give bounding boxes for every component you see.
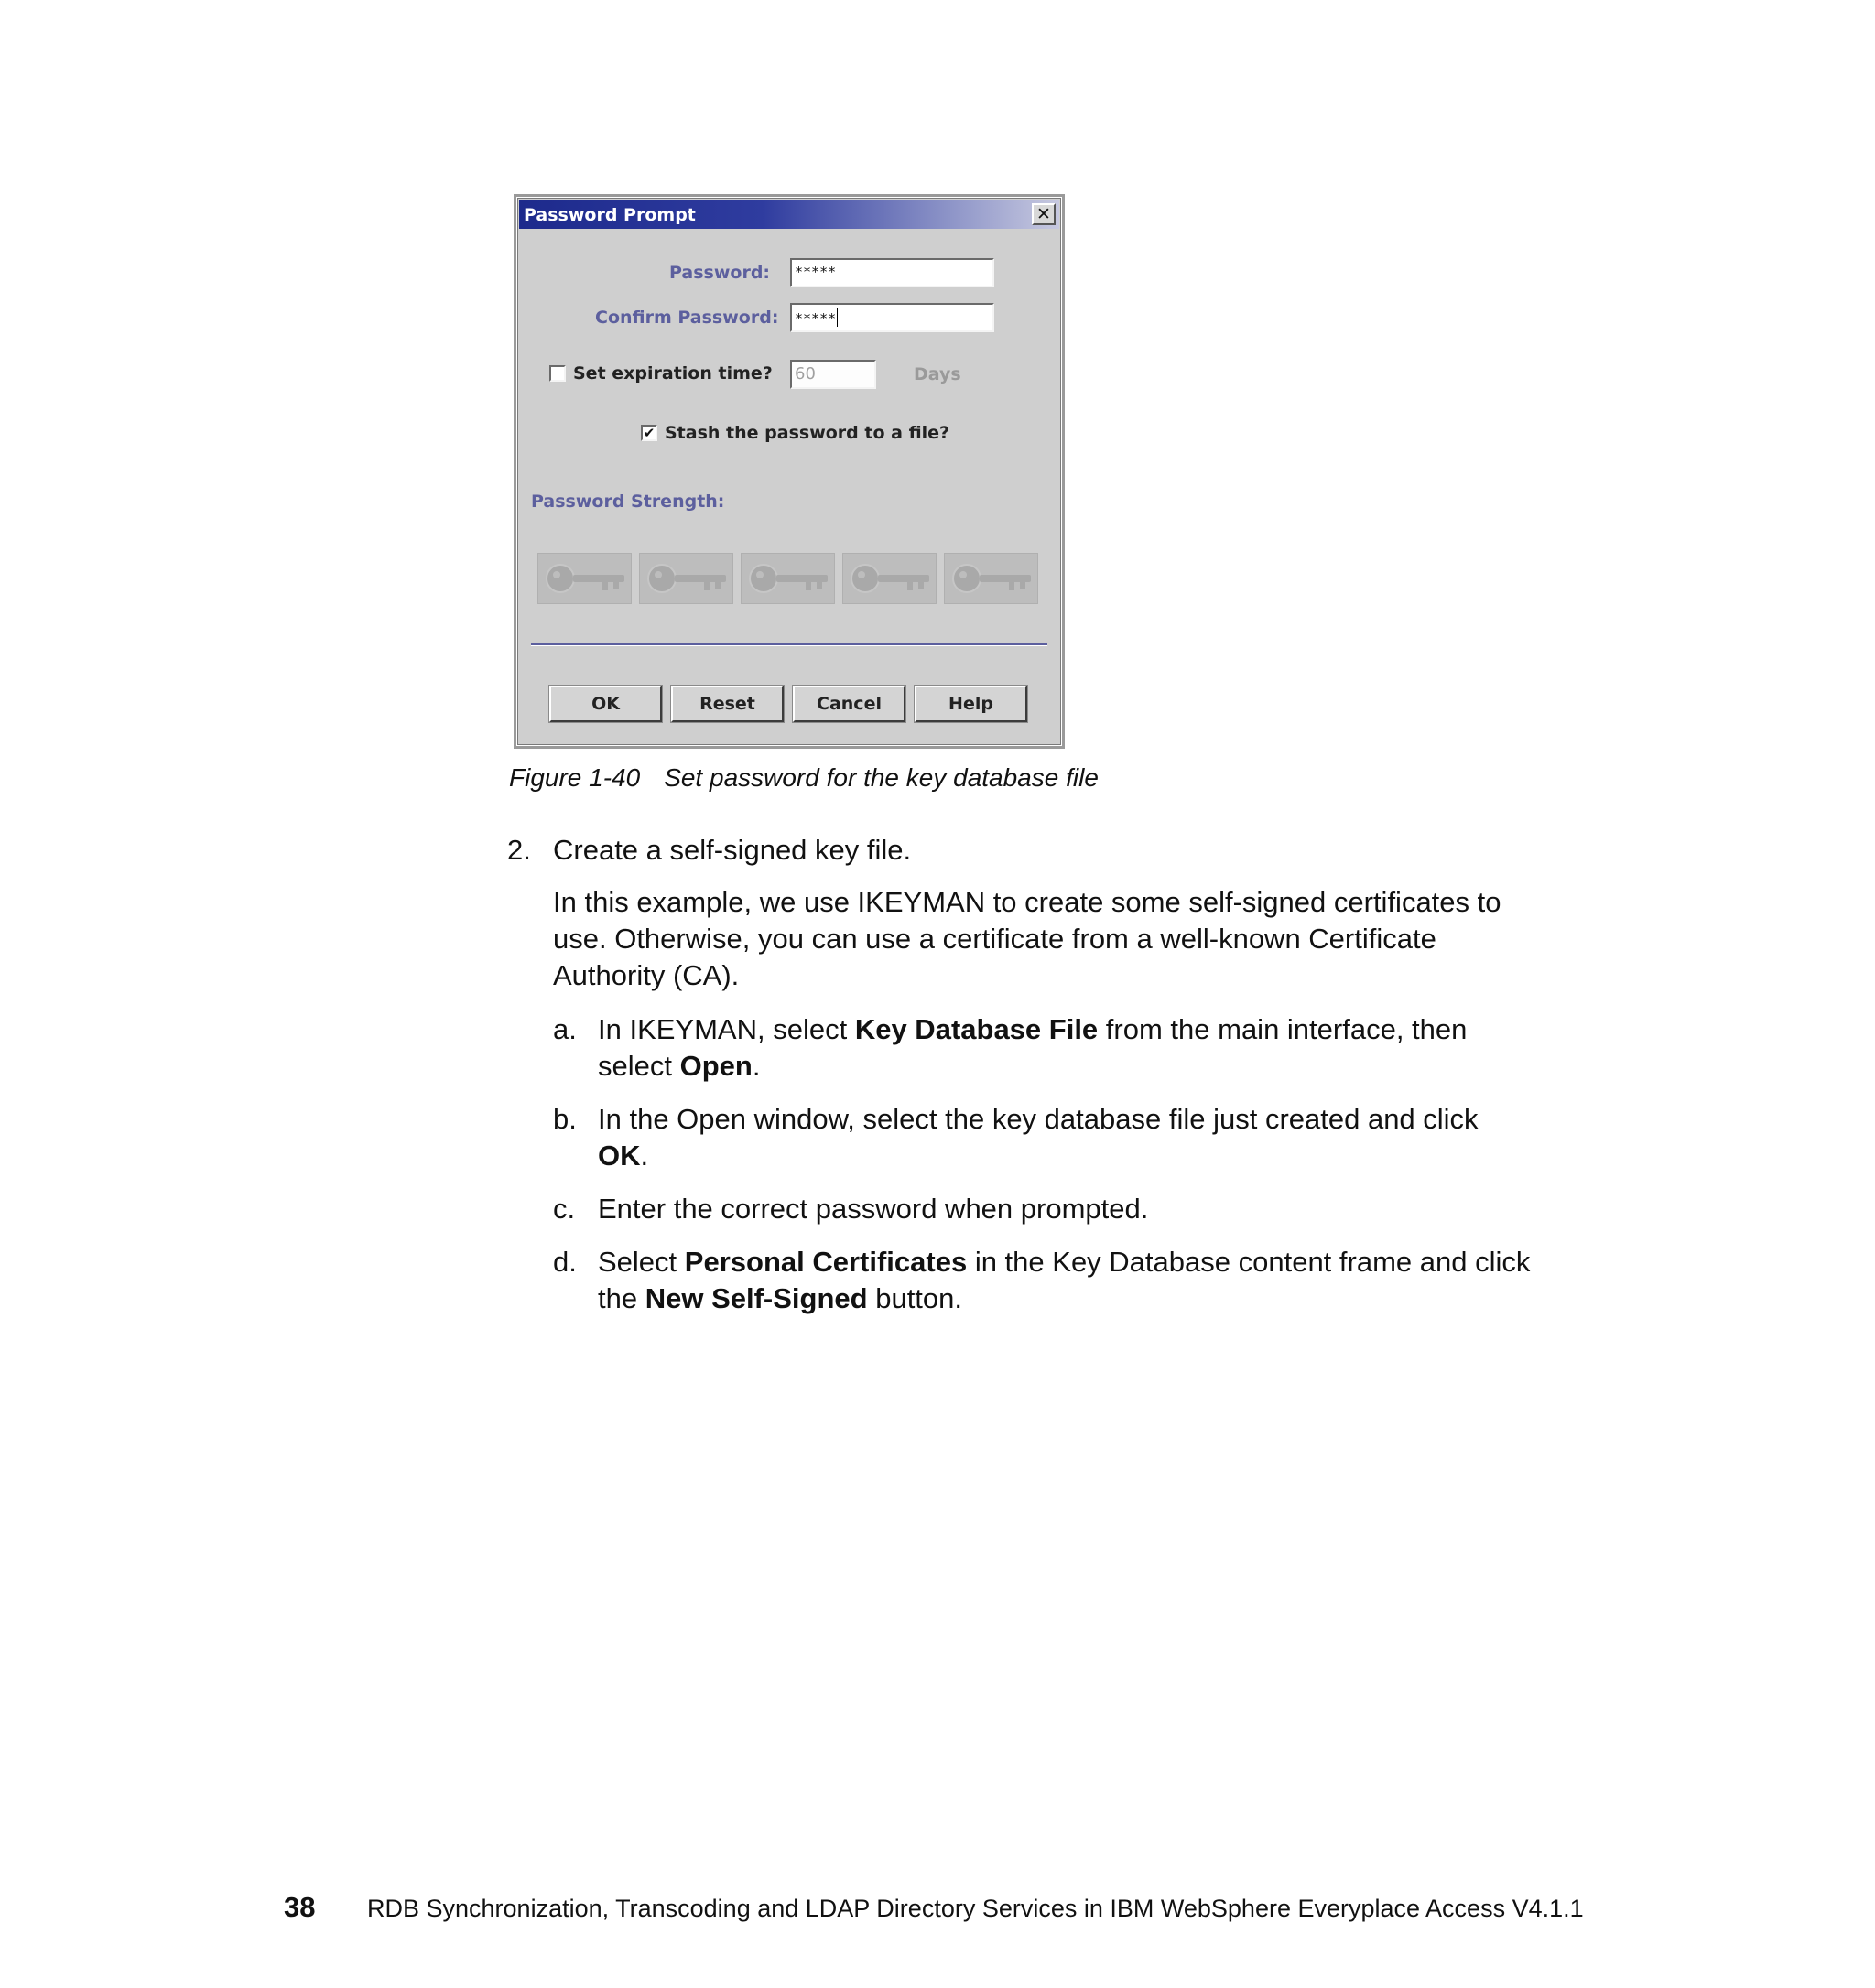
confirm-password-label: Confirm Password: <box>595 308 779 328</box>
step-d-line-1 <box>598 1244 1530 1280</box>
step-a-text: select <box>598 1050 680 1082</box>
intro-line-2: use. Otherwise, you can use a certificate from a well-known Certificate <box>553 923 1436 955</box>
intro-line-1: In this example, we use IKEYMAN to create some self-signed certificates to <box>553 886 1501 918</box>
step-d-text: Select <box>598 1246 685 1278</box>
password-strength-meter <box>537 553 1038 604</box>
strength-key-icon <box>944 553 1038 604</box>
step-d-bold-new-self-signed: New Self-Signed <box>645 1282 868 1314</box>
step-d-bold-personal-certificates: Personal Certificates <box>684 1246 968 1278</box>
step-a-line-2 <box>598 1048 760 1085</box>
strength-key-icon <box>639 553 733 604</box>
step-d-text: button. <box>867 1282 963 1314</box>
step-a-text: . <box>752 1050 761 1082</box>
password-field[interactable]: ***** <box>790 258 994 287</box>
figure-title: Set password for the key database file <box>664 763 1099 792</box>
password-prompt-dialog <box>514 194 1065 749</box>
step-d-text: in the Key Database content frame and click <box>967 1246 1531 1278</box>
expiration-checkbox[interactable] <box>549 365 566 382</box>
stash-checkbox[interactable]: ✔ <box>641 425 657 441</box>
password-label: Password: <box>669 263 771 283</box>
close-icon[interactable]: ✕ <box>1032 203 1056 225</box>
help-button[interactable]: Help <box>915 686 1027 722</box>
step-2-text: Create a self-signed key file. <box>553 834 912 866</box>
separator-line <box>531 643 1047 646</box>
page-number: 38 <box>284 1891 316 1923</box>
step-a-line-1 <box>598 1011 1467 1048</box>
book-title: RDB Synchronization, Transcoding and LDAP Directory Services in IBM WebSphere Everyplace Access V4.1.1 <box>367 1895 1584 1922</box>
dialog-titlebar[interactable] <box>519 200 1059 229</box>
step-b-text: . <box>640 1140 649 1172</box>
step-d-marker: d. <box>553 1246 577 1278</box>
step-b-marker: b. <box>553 1103 577 1135</box>
step-d-line-2 <box>598 1280 962 1317</box>
step-c-marker: c. <box>553 1193 576 1225</box>
strength-key-icon <box>842 553 937 604</box>
step-d-text: the <box>598 1282 645 1314</box>
password-strength-label: Password Strength: <box>531 492 725 512</box>
figure-caption <box>509 763 1099 793</box>
step-a-bold-key-database-file: Key Database File <box>854 1013 1099 1045</box>
strength-key-icon <box>741 553 835 604</box>
step-b-line-1: In the Open window, select the key database file just created and click <box>598 1103 1479 1135</box>
step-2-number: 2. <box>507 834 531 866</box>
ok-button[interactable]: OK <box>549 686 662 722</box>
confirm-password-value: ***** <box>795 310 837 327</box>
strength-key-icon <box>537 553 632 604</box>
step-a-text: In IKEYMAN, select <box>598 1013 855 1045</box>
step-a-text: from the main interface, then <box>1098 1013 1468 1045</box>
dialog-button-row <box>549 686 1027 722</box>
expiration-days-field[interactable]: 60 <box>790 360 876 389</box>
dialog-title: Password Prompt <box>524 205 696 225</box>
days-label: Days <box>914 364 961 384</box>
step-b-line-2 <box>598 1138 648 1174</box>
step-a-marker: a. <box>553 1013 577 1045</box>
reset-button[interactable]: Reset <box>671 686 784 722</box>
step-c-line-1: Enter the correct password when prompted. <box>598 1193 1149 1225</box>
step-a-bold-open: Open <box>679 1050 753 1082</box>
text-caret <box>837 308 838 327</box>
intro-line-3: Authority (CA). <box>553 959 740 991</box>
figure-number: Figure 1-40 <box>509 763 641 792</box>
confirm-password-field[interactable] <box>790 303 994 332</box>
cancel-button[interactable]: Cancel <box>793 686 905 722</box>
stash-label: Stash the password to a file? <box>665 423 950 443</box>
expiration-label: Set expiration time? <box>573 363 773 384</box>
step-b-bold-ok: OK <box>598 1140 641 1172</box>
